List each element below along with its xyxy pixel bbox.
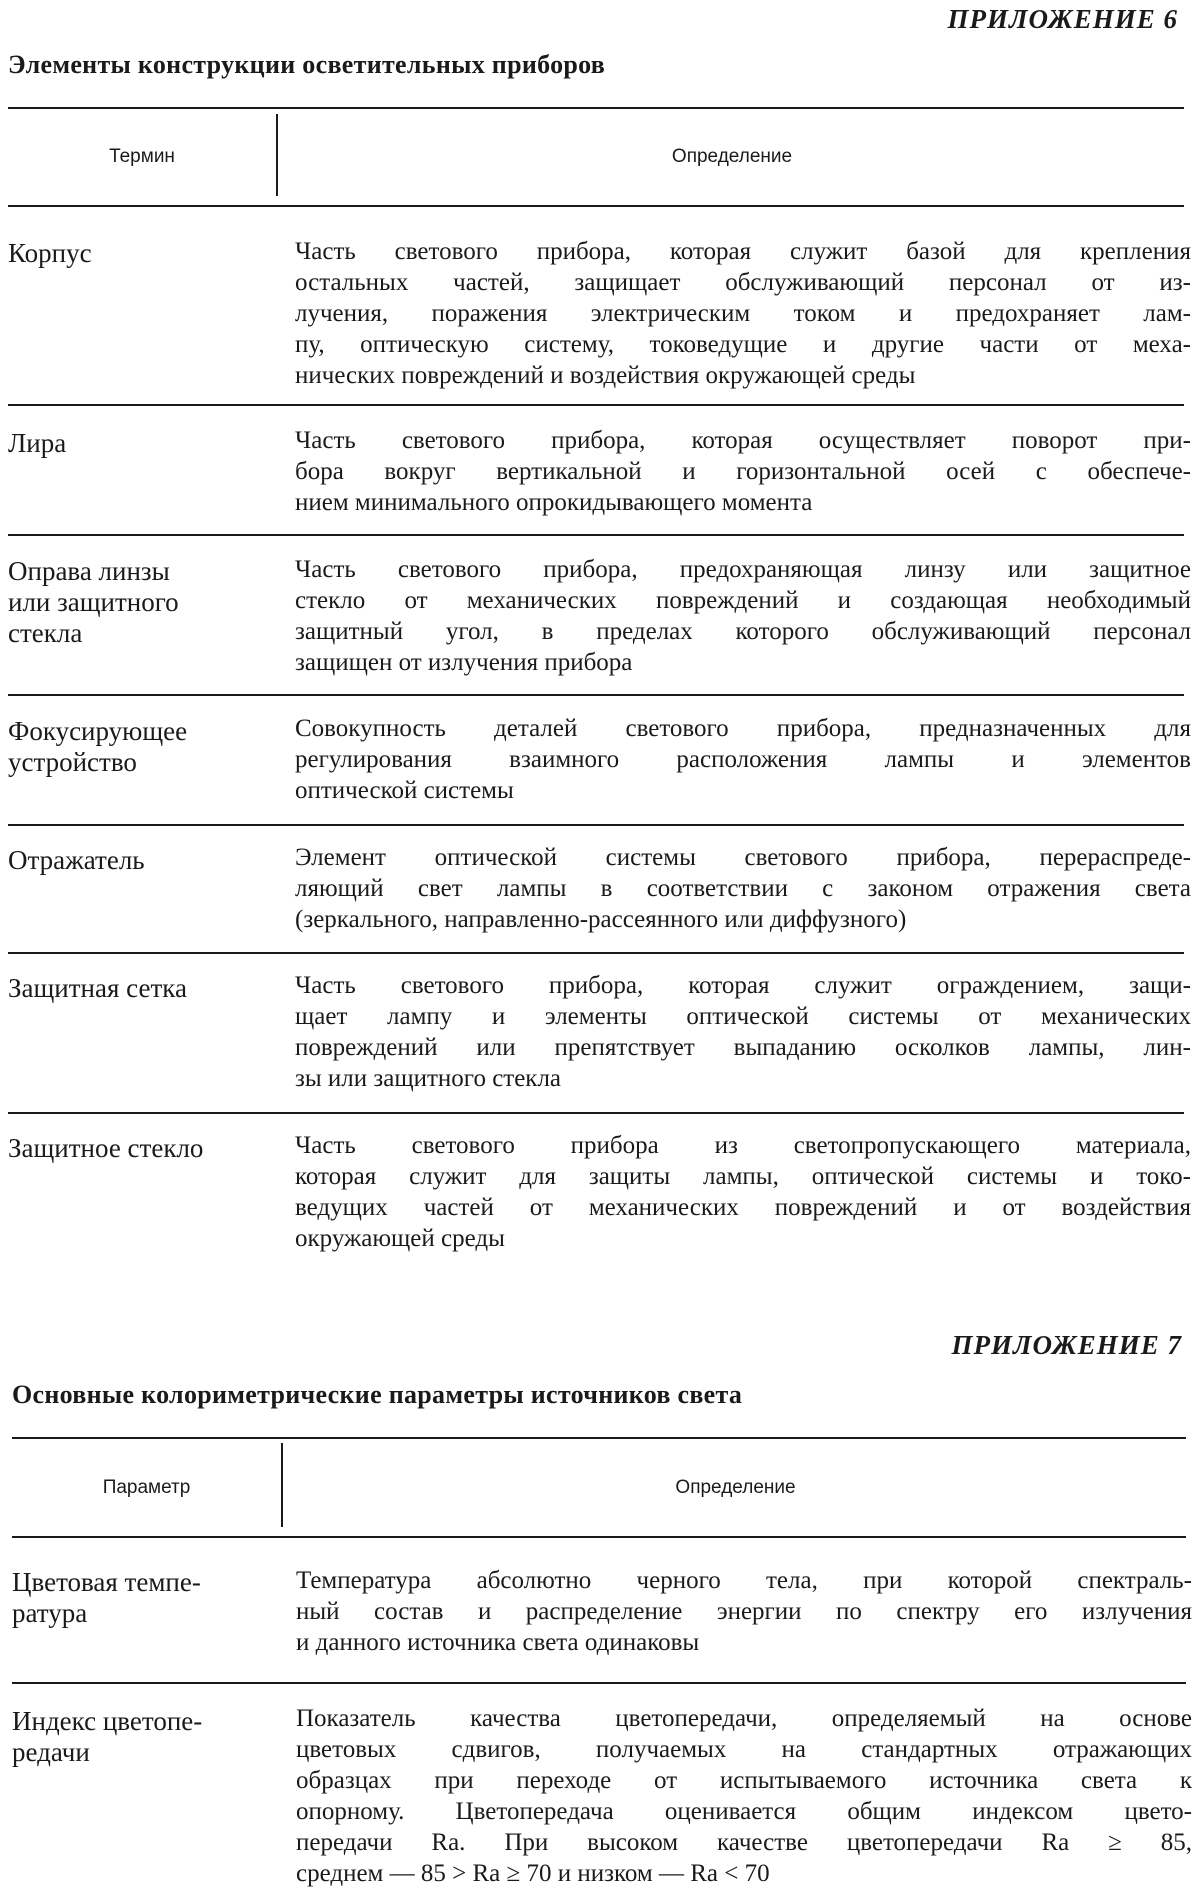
table-6-row-2-term: Лира [8, 428, 273, 459]
table-6-row-rule [8, 534, 1184, 536]
table-6-row-rule [8, 824, 1184, 826]
table-7-header-definition: Определение [285, 1477, 1186, 1499]
table-7-row-rule [12, 1682, 1186, 1684]
table-6-row-rule [8, 694, 1184, 696]
table-6-header-term: Термин [8, 146, 276, 168]
table-7-row-2-term: Индекс цветопе- редачи [12, 1706, 277, 1768]
table-7-header-rule [12, 1536, 1186, 1538]
table-7-row-2-definition: Показатель качества цветопередачи, определяемый на основе цветовых сдвигов, получаемых на стандартных отражающих образцах при переходе от испытываемого источника света к опорному. Цветопередача оценивается общим индексом цвето- передачи Ra. При высоком качестве цветопередачи Ra ≥ 85, среднем — 85 > Ra ≥ 70 и низком — Ra < 70 [296, 1703, 1192, 1889]
table-6-header-definition: Определение [280, 146, 1184, 168]
table-6-header-divider [276, 114, 278, 196]
table-6-row-3-term: Оправа линзы или защитного стекла [8, 556, 273, 649]
table-7-header-term: Параметр [12, 1477, 281, 1499]
table-7-header-divider [281, 1443, 283, 1527]
table-6-row-2-definition: Часть светового прибора, которая осуществляет поворот при- бора вокруг вертикальной и горизонтальной осей с обеспече- нием минимального опрокидывающего момента [295, 425, 1191, 518]
table-6-row-rule [8, 1112, 1184, 1114]
table-6-row-4-definition: Совокупность деталей светового прибора, предназначенных для регулирования взаимного расположения лампы и элементов оптической системы [295, 713, 1191, 806]
table-6-row-1-term: Корпус [8, 238, 273, 269]
table-6-row-5-definition: Элемент оптической системы светового прибора, перераспреде- ляющий свет лампы в соответствии с законом отражения света (зеркального, направленно-рассеянного или диффузного) [295, 842, 1191, 935]
table-6-row-rule [8, 952, 1184, 954]
appendix-6-label: ПРИЛОЖЕНИЕ 6 [947, 4, 1178, 35]
appendix-7-title: Основные колориметрические параметры источников света [12, 1380, 742, 1410]
table-6-row-3-definition: Часть светового прибора, предохраняющая линзу или защитное стекло от механических повреждений и создающая необходимый защитный угол, в пределах которого обслуживающий персонал защищен от излучения прибора [295, 554, 1191, 678]
document-page [0, 0, 1200, 1898]
table-6-row-6-definition: Часть светового прибора, которая служит ограждением, защи- щает лампу и элементы оптической системы от механических повреждений или препятствует выпаданию осколков лампы, лин- зы или защитного стекла [295, 970, 1191, 1094]
appendix-6-title: Элементы конструкции осветительных приборов [8, 50, 605, 80]
table-6-row-7-definition: Часть светового прибора из светопропускающего материала, которая служит для защиты лампы, оптической системы и токо- ведущих частей от механических повреждений и от воздействия окружающей среды [295, 1130, 1191, 1254]
table-6-row-rule [8, 404, 1184, 406]
table-6-row-5-term: Отражатель [8, 845, 273, 876]
table-6-row-4-term: Фокусирующее устройство [8, 716, 273, 778]
table-6-row-6-term: Защитная сетка [8, 973, 273, 1004]
table-6-top-rule [8, 107, 1184, 109]
table-7-top-rule [12, 1437, 1186, 1439]
appendix-7-label: ПРИЛОЖЕНИЕ 7 [951, 1330, 1182, 1361]
table-7-row-1-term: Цветовая темпе- ратура [12, 1567, 277, 1629]
table-7-row-1-definition: Температура абсолютно черного тела, при которой спектраль- ный состав и распределение энергии по спектру его излучения и данного источника света одинаковы [296, 1565, 1192, 1658]
table-6-header-rule [8, 205, 1184, 207]
table-6-row-1-definition: Часть светового прибора, которая служит базой для крепления остальных частей, защищает обслуживающий персонал от из- лучения, поражения электрическим током и предохраняет лам- пу, оптическую систему, токоведущие и другие части от меха- нических повреждений и воздействия окружающей среды [295, 236, 1191, 391]
table-6-row-7-term: Защитное стекло [8, 1133, 273, 1164]
